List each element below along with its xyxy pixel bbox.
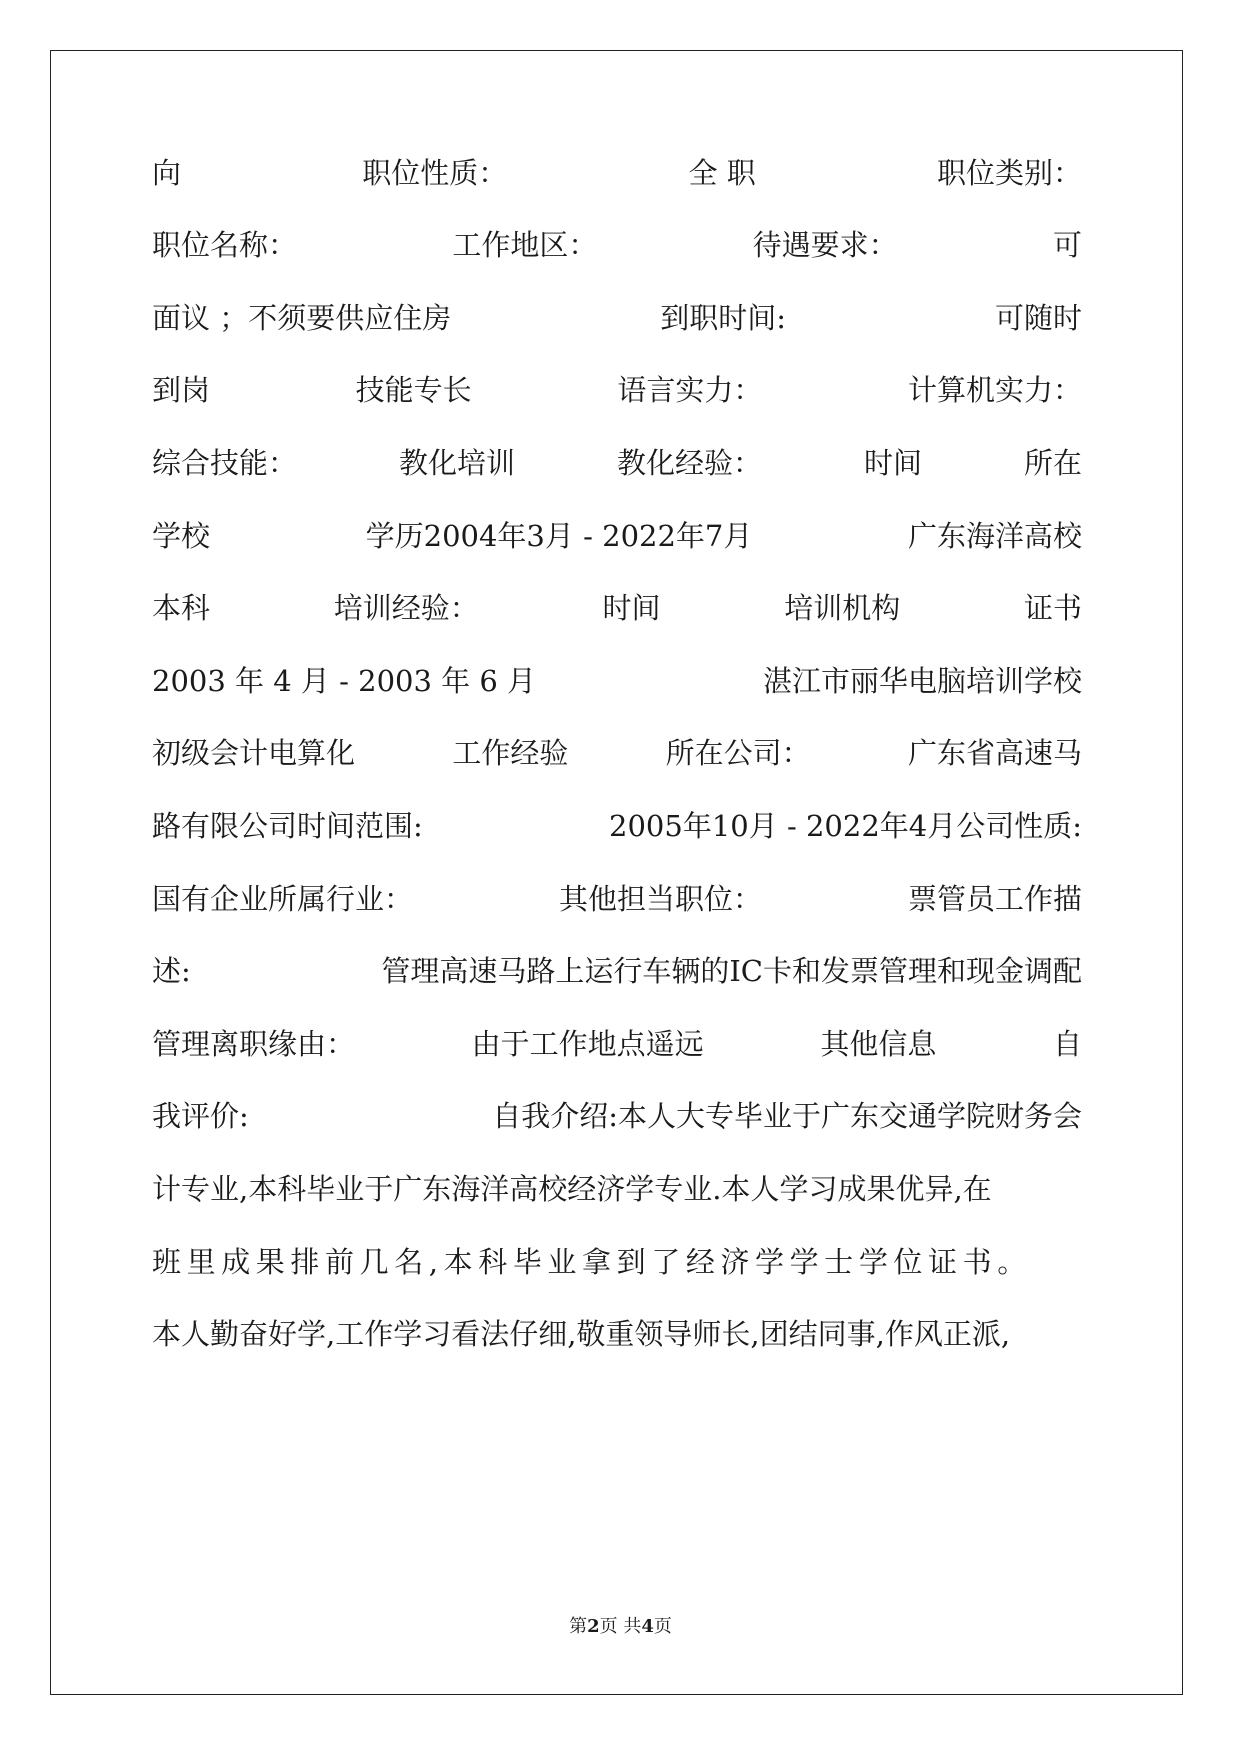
text-segment: 学历2004年3月 - 2022年7月 — [365, 518, 753, 553]
text-line — [152, 582, 1082, 632]
text-segment: 述: — [152, 954, 191, 989]
text-segment: 国有企业所属行业： — [152, 881, 414, 916]
text-segment: 自 — [1052, 1026, 1082, 1061]
text-segment: 班里成果排前几名,本科毕业拿到了经济学学士学位证书。 — [152, 1244, 1032, 1279]
text-segment: 湛江市丽华电脑培训学校 — [762, 663, 1082, 698]
text-segment: 所在 — [1023, 445, 1082, 480]
text-segment: 工作地区： — [452, 228, 598, 263]
text-segment: 面议 ；不须要供应住房 — [152, 300, 452, 335]
footer-total-pages: 4 — [641, 1616, 654, 1637]
footer-middle: 页 共 — [599, 1616, 642, 1637]
text-line — [152, 1308, 1082, 1358]
text-line — [152, 872, 1082, 922]
text-line — [152, 1017, 1082, 1067]
text-line — [152, 219, 1082, 269]
text-segment: 其他担当职位： — [558, 881, 762, 916]
text-segment: 路有限公司时间范围: — [152, 808, 423, 843]
text-segment: 计算机实力： — [907, 373, 1082, 408]
text-segment: 时间 — [602, 591, 661, 626]
text-segment: 本人勤奋好学,工作学习看法仔细,敬重领导师长,团结同事,作风正派, — [152, 1317, 1011, 1352]
text-segment: 学校 — [152, 518, 211, 553]
text-line — [152, 1090, 1082, 1140]
text-line — [152, 654, 1082, 704]
text-segment: 2005年10月 - 2022年4月公司性质: — [609, 808, 1082, 843]
text-segment: 综合技能： — [152, 445, 298, 480]
text-segment: 广东省高速马 — [907, 736, 1082, 771]
text-line — [152, 291, 1082, 341]
text-segment: 培训经验： — [333, 591, 479, 626]
text-line — [152, 727, 1082, 777]
text-line — [152, 509, 1082, 559]
text-line — [152, 799, 1082, 849]
text-segment: 自我介绍:本人大专毕业于广东交通学院财务会 — [492, 1099, 1082, 1134]
text-segment: 全 职 — [688, 155, 756, 190]
text-segment: 我评价: — [152, 1099, 249, 1134]
text-segment: 教化经验： — [616, 445, 762, 480]
text-segment: 2003 年 4 月 - 2003 年 6 月 — [152, 663, 537, 698]
text-segment: 时间 — [863, 445, 922, 480]
text-segment: 所在公司： — [665, 736, 811, 771]
text-segment: 由于工作地点遥远 — [471, 1026, 704, 1061]
text-line — [152, 364, 1082, 414]
text-segment: 证书 — [1023, 591, 1082, 626]
text-segment: 向 — [152, 155, 182, 190]
text-segment: 工作经验 — [452, 736, 569, 771]
text-segment: 职位性质： — [362, 155, 508, 190]
footer-suffix: 页 — [653, 1616, 672, 1637]
text-segment: 广东海洋高校 — [907, 518, 1082, 553]
text-segment: 可随时 — [994, 300, 1082, 335]
text-line — [152, 945, 1082, 995]
text-segment: 职位类别： — [936, 155, 1082, 190]
text-segment: 培训机构 — [784, 591, 901, 626]
text-segment: 票管员工作描 — [907, 881, 1082, 916]
text-segment: 待遇要求： — [752, 228, 898, 263]
text-line — [152, 146, 1082, 196]
text-segment: 管理离职缘由： — [152, 1026, 356, 1061]
text-line — [152, 436, 1082, 486]
text-line — [152, 1235, 1082, 1285]
text-segment: 初级会计电算化 — [152, 736, 356, 771]
text-segment: 到岗 — [152, 373, 211, 408]
footer-prefix: 第 — [569, 1616, 588, 1637]
text-segment: 本科 — [152, 591, 211, 626]
text-segment: 计专业,本科毕业于广东海洋高校经济学专业.本人学习成果优异,在 — [152, 1171, 992, 1206]
text-line — [152, 1162, 1082, 1212]
text-segment: 可 — [1052, 228, 1082, 263]
text-segment: 管理高速马路上运行车辆的IC卡和发票管理和现金调配 — [381, 954, 1082, 989]
text-segment: 技能专长 — [355, 373, 472, 408]
page-footer — [0, 1612, 1241, 1638]
text-segment: 到职时间: — [660, 300, 786, 335]
text-segment: 教化培训 — [398, 445, 515, 480]
text-segment: 其他信息 — [820, 1026, 937, 1061]
text-segment: 语言实力： — [617, 373, 763, 408]
footer-current-page: 2 — [587, 1616, 600, 1637]
text-segment: 职位名称： — [152, 228, 298, 263]
